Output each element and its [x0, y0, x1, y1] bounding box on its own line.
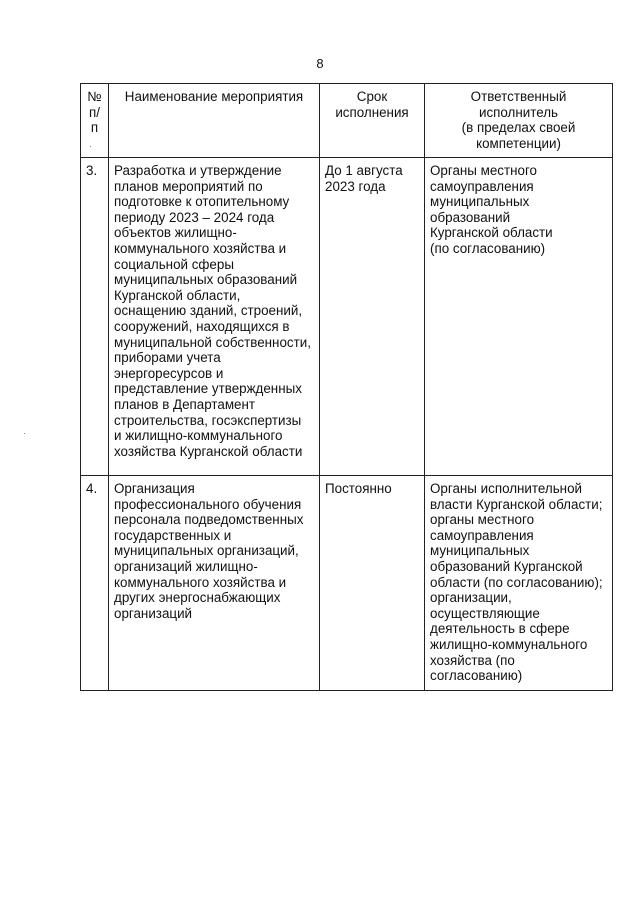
row-num: 3.: [86, 163, 98, 178]
row-name-cell: [109, 476, 320, 691]
events-table: [80, 83, 613, 691]
header-executor-text: Ответственный исполнитель (в пределах своей компетенции): [461, 89, 576, 151]
row-num-cell: [81, 158, 109, 476]
header-name-text: Наименование мероприятия: [124, 89, 304, 104]
table-header-row: [81, 84, 613, 158]
header-executor: [425, 84, 613, 158]
row-term: Постоянно: [325, 481, 392, 496]
row-term-cell: [320, 476, 425, 691]
row-executor-cell: [425, 476, 613, 691]
row-num-cell: [81, 476, 109, 691]
row-executor: Органы исполнительной власти Курганской области; органы местного самоуправления муниципальных образований Курганской области (по согласованию); организации, осуществляющие деятельность в сфере жилищно-коммунального хозяйства (по согласованию): [430, 481, 603, 684]
header-term-text: Срок исполнения: [335, 89, 409, 120]
header-term: [320, 84, 425, 158]
scan-speck: [90, 146, 91, 147]
page-number: 8: [316, 56, 324, 71]
row-name-cell: [109, 158, 320, 476]
header-name: [109, 84, 320, 158]
row-name: Организация профессионального обучения персонала подведомственных государственных и муниципальных организаций, организаций жилищно- коммунального хозяйства и других энергоснабжающих организаций: [114, 481, 304, 621]
row-executor: Органы местного самоуправления муниципальных образований Курганской области (по согласованию): [430, 163, 553, 256]
table-row: [81, 158, 613, 476]
row-num: 4.: [86, 481, 98, 496]
row-name: Разработка и утверждение планов мероприятий по подготовке к отопительному периоду 2023 – 2024 года объектов жилищно- коммунального хозяйства и социальной сферы муниципальных образований Курганской области, оснащению зданий, строений, сооружений, находящихся в муниципальной собственности, приборами учета энергоресурсов и представление утвержденных планов в Департамент строительства, госэкспертизы и жилищно-коммунального хозяйства Курганской области: [114, 163, 311, 459]
row-term-cell: [320, 158, 425, 476]
header-num-text: № п/п: [87, 89, 102, 136]
row-term: До 1 августа 2023 года: [325, 163, 403, 194]
scan-speck: [24, 433, 25, 434]
table-row: [81, 476, 613, 691]
header-num: [81, 84, 109, 158]
row-executor-cell: [425, 158, 613, 476]
